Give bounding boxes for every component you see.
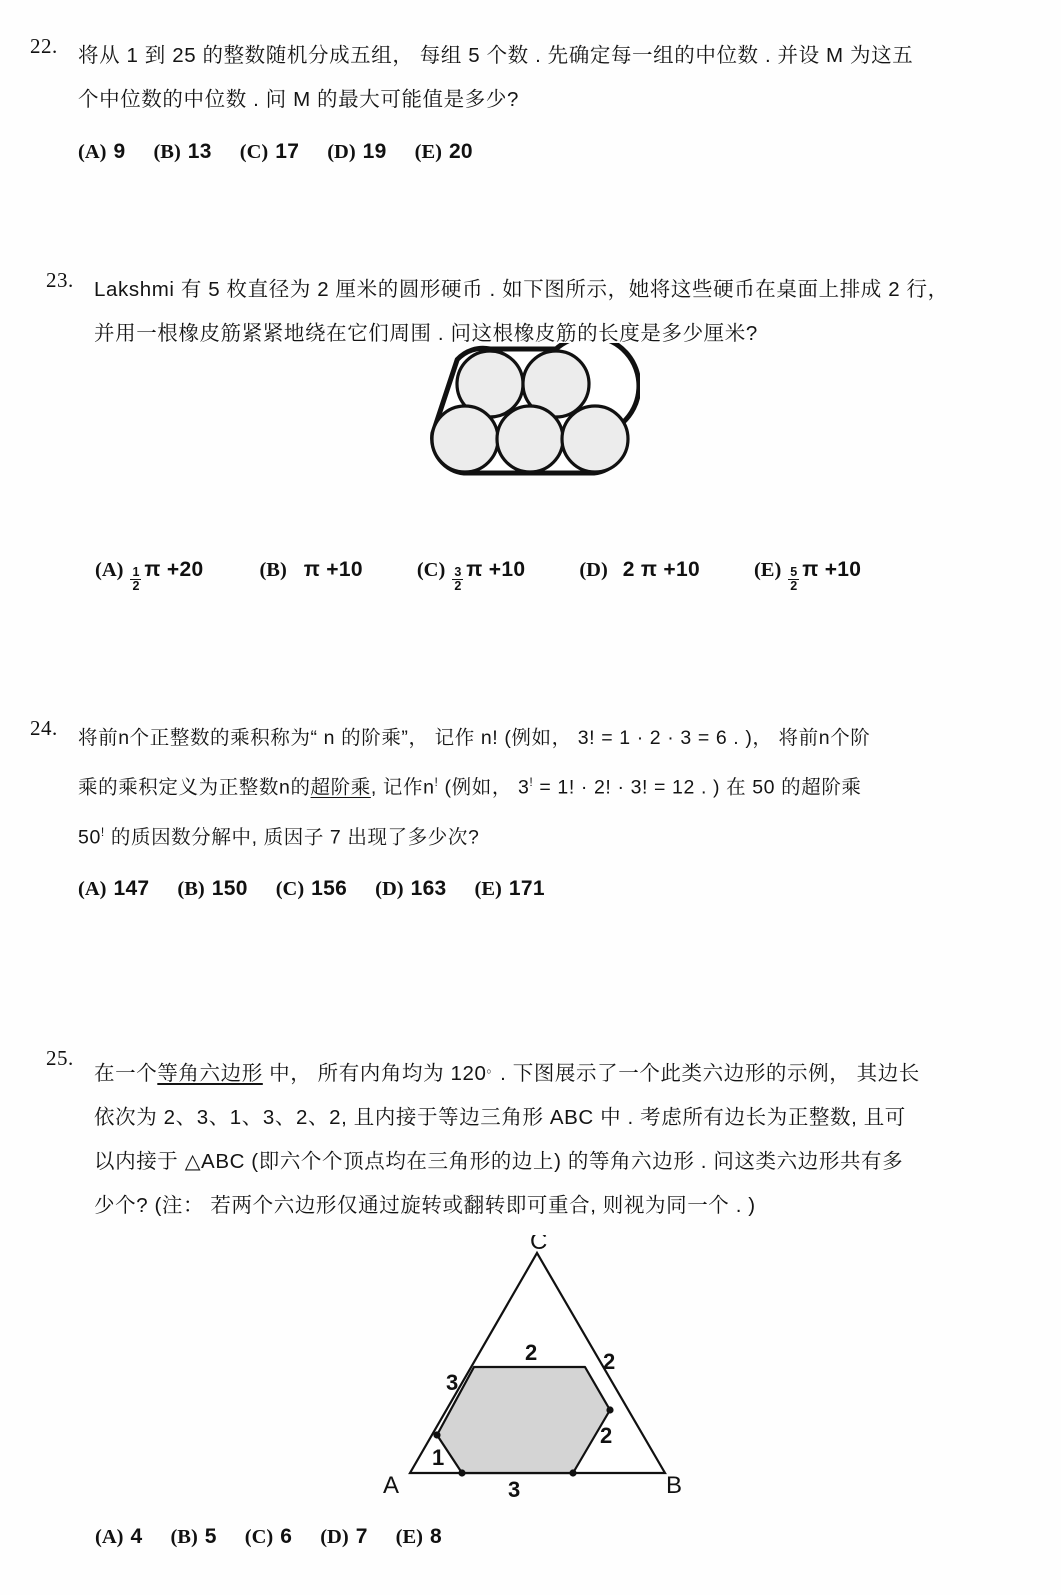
side-label-bottom-3: 3 [508, 1477, 521, 1500]
choice-e-label: (E) [474, 878, 502, 900]
choice-e-value: 20 [448, 140, 473, 163]
problem-23-number: 23. [46, 268, 74, 292]
choice-d[interactable] [375, 877, 446, 901]
choice-d-value: 2 π +10 [622, 558, 700, 581]
hexagon-vertex-dot [569, 1469, 576, 1476]
problem-25-line-1-a: 在一个 [94, 1061, 158, 1085]
choice-b-label: (B) [170, 1526, 198, 1548]
choice-d-label: (D) [579, 559, 608, 581]
choice-a-value: 147 [113, 877, 150, 900]
choice-b[interactable] [170, 1525, 216, 1549]
choice-d-value: 163 [410, 877, 447, 900]
fraction-denominator: 2 [454, 579, 462, 594]
coin-bottom-left [432, 406, 498, 472]
choice-e[interactable] [754, 558, 861, 593]
vertex-label-B: B [666, 1472, 683, 1499]
choice-c-label: (C) [244, 1526, 274, 1548]
choice-a[interactable] [78, 877, 149, 901]
choice-d-label: (D) [320, 1526, 349, 1548]
choice-c[interactable] [417, 558, 525, 593]
choice-a-value: 9 [113, 140, 126, 163]
fraction-numerator: 1 [132, 565, 140, 579]
choice-c-value: 6 [280, 1525, 293, 1548]
problem-25-line-1-c: . 下图展示了一个此类六边形的示例， 其边长 [500, 1061, 920, 1085]
choice-b[interactable] [153, 140, 211, 164]
problem-24-line-3-b: 的质因数分解中, 质因子 7 出现了多少次? [104, 826, 480, 848]
choice-b-label: (B) [153, 141, 181, 163]
choice-b-value: 13 [187, 140, 212, 163]
choice-a-value: 4 [130, 1525, 143, 1548]
fraction-numerator: 5 [790, 565, 798, 579]
fraction-numerator: 3 [454, 565, 462, 579]
choice-a[interactable] [95, 1525, 142, 1549]
problem-24-line-3-a: 50 [78, 826, 101, 848]
problem-23-choices [95, 558, 861, 593]
superfactorial-mark: ! [529, 775, 534, 789]
coin-bottom-right [562, 406, 628, 472]
side-label-upper-right-2: 2 [603, 1349, 616, 1374]
coins-rubber-band-svg [424, 343, 640, 479]
problem-25-line-3: 以内接于 △ABC (即六个个顶点均在三角形的边上) 的等角六边形 . 问这类六边形共有多 [94, 1149, 904, 1173]
choice-d-value: 19 [362, 140, 387, 163]
problem-24-choices [78, 877, 1061, 901]
choice-a-fraction [130, 566, 141, 593]
choice-c-label: (C) [239, 141, 269, 163]
problem-22-line-2: 个中位数的中位数 . 问 M 的最大可能值是多少? [78, 88, 519, 111]
choice-c-label: (C) [416, 559, 446, 581]
problem-24-line-2-a: 乘的乘积定义为正整数n的 [78, 776, 311, 799]
problem-25-line-1 [94, 1046, 1061, 1096]
choice-c[interactable] [245, 1525, 292, 1549]
choice-d-label: (D) [327, 141, 356, 163]
problem-22-choices [78, 140, 1061, 164]
problem-25-line-4: 少个? (注： 若两个六边形仅通过旋转或翻转即可重合, 则视为同一个 . ) [94, 1193, 756, 1217]
choice-e[interactable] [475, 877, 545, 901]
fraction-denominator: 2 [790, 579, 798, 594]
hexagon-vertex-dot [433, 1431, 440, 1438]
choice-d-label: (D) [375, 878, 404, 900]
side-label-top-2: 2 [525, 1340, 538, 1365]
choice-b-value: 150 [211, 877, 248, 900]
choice-e-value: 171 [508, 877, 545, 900]
choice-e-label: (E) [395, 1526, 423, 1548]
problem-24-line-1 [78, 716, 1061, 760]
degree-symbol: 。 [486, 1060, 501, 1075]
choice-e-label: (E) [414, 141, 442, 163]
choice-c-fraction [452, 566, 463, 593]
side-label-left-3: 3 [446, 1370, 459, 1395]
choice-d-value: 7 [355, 1525, 368, 1548]
problem-24-line-2-b: , 记作n [370, 776, 435, 799]
choice-a-value: π +20 [144, 558, 204, 581]
problem-25-choices [95, 1525, 442, 1549]
choice-a-label: (A) [95, 1526, 124, 1548]
choice-b-value: π +10 [303, 558, 363, 581]
choice-e-fraction [788, 566, 799, 593]
choice-a-label: (A) [95, 559, 124, 581]
problem-22-line-1: 将从 1 到 25 的整数随机分成五组， 每组 5 个数 . 先确定每一组的中位数 . 并设 M 为这五 [78, 44, 914, 67]
choice-e-value: 8 [430, 1525, 442, 1548]
fraction-denominator: 2 [132, 579, 140, 594]
choice-c[interactable] [276, 877, 347, 901]
hexagon-in-triangle-svg [375, 1235, 685, 1500]
choice-b-label: (B) [177, 878, 205, 900]
choice-a[interactable] [78, 140, 125, 164]
coins-figure [424, 343, 640, 479]
problem-25 [0, 1046, 1061, 1228]
problem-25-number: 25. [46, 1046, 74, 1070]
choice-d[interactable] [320, 1525, 367, 1549]
choice-a-label: (A) [78, 141, 107, 163]
choice-b[interactable] [177, 877, 247, 901]
choice-e[interactable] [396, 1525, 442, 1549]
choice-b[interactable] [259, 558, 362, 582]
choice-c-value: 17 [275, 140, 300, 163]
superfactorial-mark: ! [434, 775, 439, 789]
problem-23-line-2: 并用一根橡皮筋紧紧地绕在它们周围 . 问这根橡皮筋的长度是多少厘米? [94, 322, 758, 345]
choice-c-label: (C) [275, 878, 305, 900]
choice-c-value: π +10 [466, 558, 526, 581]
problem-25-line-1-b: 中， 所有内角均为 120 [262, 1061, 487, 1085]
choice-e-value: π +10 [802, 558, 862, 581]
choice-c[interactable] [240, 140, 299, 164]
vertex-label-A: A [383, 1472, 400, 1499]
problem-24-line-2-d: = 1! · 2! · 3! = 12 . ) 在 50 的超阶乘 [533, 776, 862, 799]
coin-bottom-middle [497, 406, 563, 472]
problem-22-number: 22. [30, 34, 58, 58]
problem-24 [0, 716, 1061, 901]
problem-24-line-2-c: (例如， 3 [438, 776, 530, 799]
choice-d[interactable] [327, 140, 386, 164]
problem-22 [0, 34, 1061, 164]
side-label-corner-1: 1 [432, 1445, 445, 1470]
superfactorial-mark: ! [100, 824, 105, 839]
choice-a[interactable] [95, 558, 203, 593]
vertex-label-C: C [530, 1235, 548, 1255]
problem-24-number: 24. [30, 716, 58, 740]
problem-24-line-3 [78, 810, 1061, 860]
problem-25-line-2: 依次为 2、3、1、3、2、2, 且内接于等边三角形 ABC 中 . 考虑所有边长为正整数, 且可 [94, 1105, 906, 1129]
choice-b-label: (B) [259, 559, 287, 581]
hexagon-triangle-figure [375, 1235, 685, 1500]
side-label-lower-right-2: 2 [600, 1423, 613, 1448]
problem-24-line-2 [78, 760, 1061, 810]
equiangular-hexagon-term: 等角六边形 [157, 1061, 263, 1085]
choice-c-value: 156 [311, 877, 348, 900]
problem-23-line-1: Lakshmi 有 5 枚直径为 2 厘米的圆形硬币 . 如下图所示，她将这些硬币在桌面上排成 2 行， [94, 278, 949, 301]
problem-24-line-1-text: 将前n个正整数的乘积称为“ n 的阶乘”， 记作 n! (例如， 3! = 1 · 2 · 3 = 6 . )， 将前n个阶 [78, 727, 871, 749]
choice-b-value: 5 [204, 1525, 217, 1548]
hexagon-vertex-dot [606, 1406, 613, 1413]
choice-a-label: (A) [78, 878, 107, 900]
superfactorial-term: 超阶乘 [310, 776, 371, 799]
choice-e[interactable] [415, 140, 473, 164]
choice-e-label: (E) [753, 559, 782, 581]
hexagon-vertex-dot [458, 1469, 465, 1476]
choice-d[interactable] [579, 558, 700, 582]
